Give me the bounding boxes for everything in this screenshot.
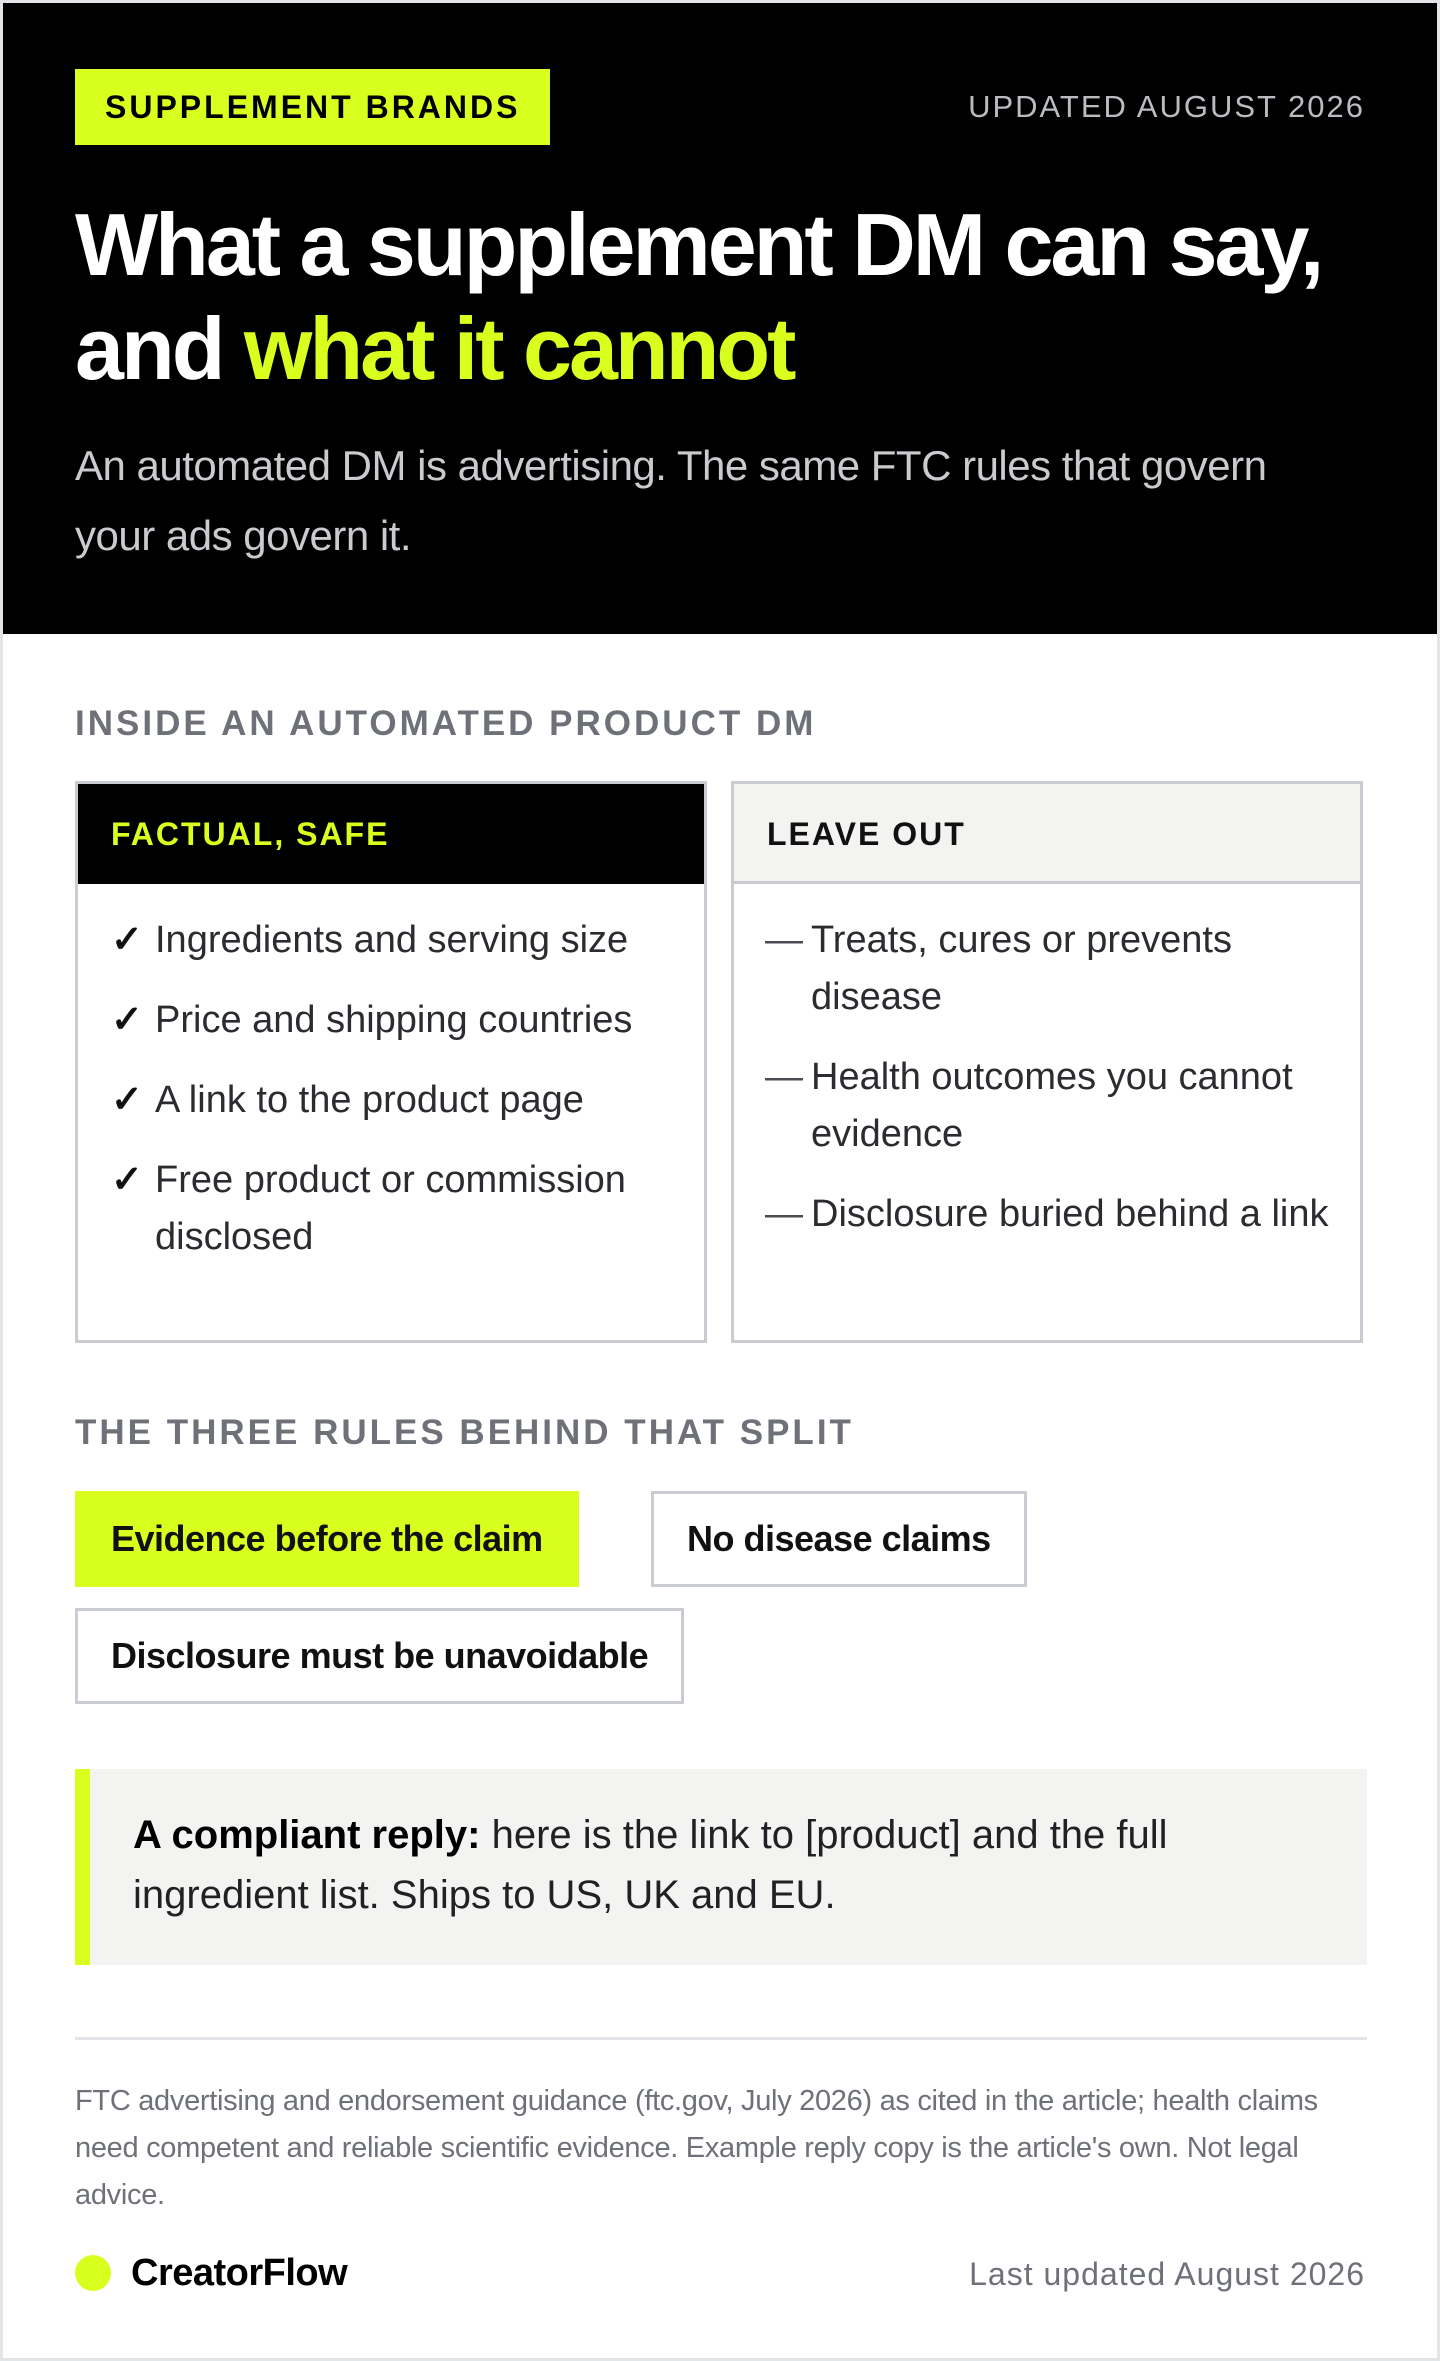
leave-out-item-text: Disclosure buried behind a link [811, 1193, 1329, 1235]
header-panel [3, 3, 1437, 634]
source-note: FTC advertising and endorsement guidance (ftc.gov, July 2026) as cited in the article; health claims need competent and reliable scientific evidence. Example reply copy is the article's own. Not legal advice. [75, 2085, 1318, 2211]
leave-out-item-text: Health outcomes you cannot evidence [811, 1056, 1293, 1155]
safe-item [111, 1152, 684, 1266]
dash-icon: — [765, 1193, 803, 1235]
check-icon: ✓ [111, 1159, 143, 1201]
last-updated: Last updated August 2026 [969, 2256, 1365, 2292]
title-and: and [75, 299, 244, 398]
footer-divider [75, 2037, 1367, 2040]
brand-logo [75, 2251, 347, 2295]
safe-item [111, 912, 684, 969]
rule-pill-disclosure: Disclosure must be unavoidable [75, 1608, 684, 1704]
page-subtitle: An automated DM is advertising. The same FTC rules that govern your ads govern it. [75, 442, 1267, 559]
safe-item-text: Ingredients and serving size [155, 919, 629, 961]
category-tag: SUPPLEMENT BRANDS [75, 69, 550, 145]
brand-name: CreatorFlow [131, 2251, 348, 2294]
example-reply [75, 1769, 1367, 1965]
title-line-1: What a supplement DM can say, [75, 195, 1322, 294]
section-label-dm: INSIDE AN AUTOMATED PRODUCT DM [75, 704, 817, 743]
safe-card-heading: FACTUAL, SAFE [78, 784, 704, 884]
rule-pill-evidence: Evidence before the claim [75, 1491, 579, 1587]
leave-out-item [767, 1049, 1340, 1163]
page-title [75, 193, 1375, 401]
leave-out-card-heading: LEAVE OUT [734, 784, 1360, 884]
leave-out-item [767, 912, 1340, 1026]
safe-card [75, 781, 707, 1343]
leave-out-list [734, 884, 1360, 1243]
dash-icon: — [765, 1056, 803, 1098]
safe-list [78, 884, 704, 1266]
title-accent: what it cannot [243, 299, 794, 398]
safe-item-text: A link to the product page [155, 1079, 584, 1121]
leave-out-item-text: Treats, cures or prevents disease [811, 919, 1232, 1018]
safe-item-text: Price and shipping countries [155, 999, 633, 1041]
leave-out-card [731, 781, 1363, 1343]
safe-item [111, 992, 684, 1049]
dash-icon: — [765, 919, 803, 961]
safe-item-text: Free product or commission disclosed [155, 1159, 626, 1258]
section-label-rules: THE THREE RULES BEHIND THAT SPLIT [75, 1413, 854, 1452]
example-reply-text: here is the link to [product] and the full ingredient list. Ships to US, UK and EU. [133, 1813, 1168, 1917]
rule-pill-disease: No disease claims [651, 1491, 1027, 1587]
updated-date: UPDATED AUGUST 2026 [968, 89, 1365, 124]
check-icon: ✓ [111, 1079, 143, 1121]
brand-dot-icon [75, 2255, 111, 2291]
check-icon: ✓ [111, 999, 143, 1041]
example-reply-lead: A compliant reply: [133, 1813, 481, 1857]
leave-out-item [767, 1186, 1340, 1243]
check-icon: ✓ [111, 919, 143, 961]
safe-item [111, 1072, 684, 1129]
